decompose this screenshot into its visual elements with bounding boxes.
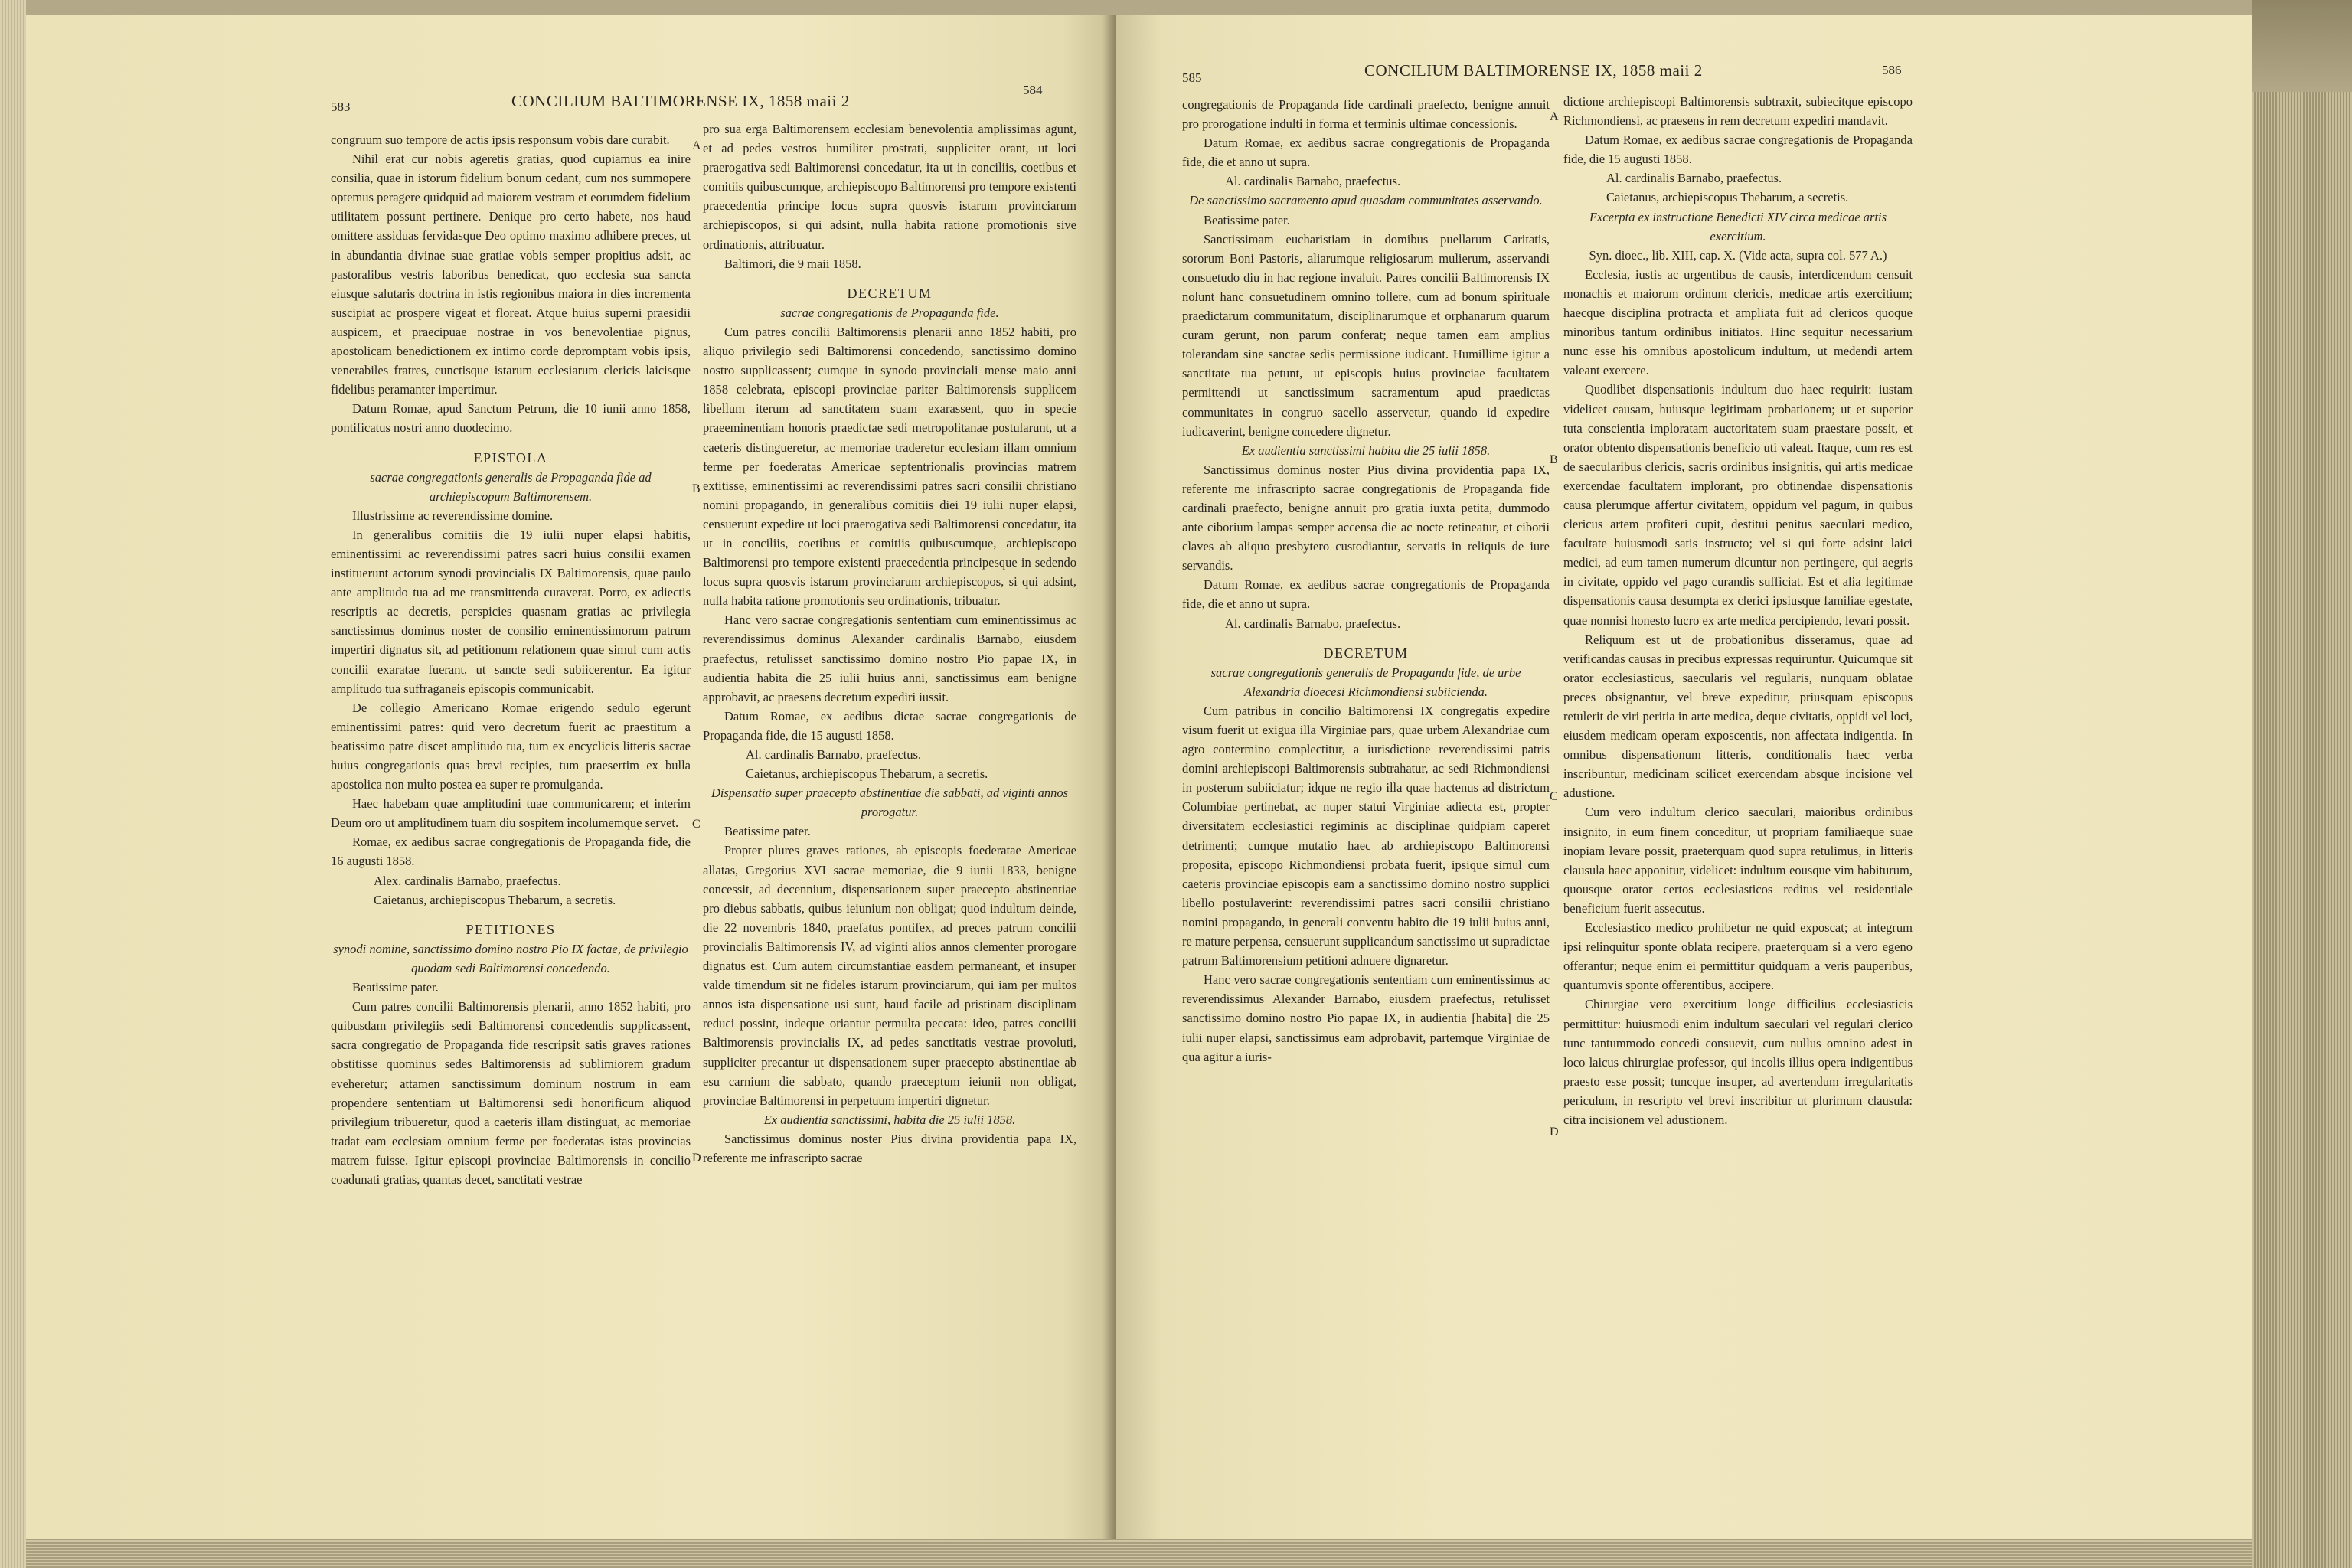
section-subtitle: Ex audientia sanctissimi habita die 25 iulii 1858. — [1241, 443, 1491, 458]
paragraph: Sanctissimam eucharistiam in domibus puellarum Caritatis, sororum Boni Pastoris, aliarumque religiosarum mulierum, asservandi consuetudo diu in hac regione invaluit. Patres concilii Baltimorensis IX nolunt hanc consuetudinem omnino tollere, cum ad bonum spirituale praedictarum communitatum, disciplinarumque et orphanarum quarum curam gerunt, non parum conferat; neque tamen eam amplius tolerandam sine sanctae sedis permissione iudicant. Humillime igitur a sanctitate tua petunt, ut episcopis huius provinciae facultatem permittendi ut sanctissimum sacramentum apud praedictas communitates in congruo sacello asservetur, quando id expedire iudicaverint, benigne concedere dignetur. — [1182, 231, 1550, 439]
signature-line: Al. cardinalis Barnabo, praefectus. — [746, 747, 922, 762]
margin-marker-c: C — [692, 818, 701, 831]
section-subtitle: Ex audientia sanctissimi, habita die 25 iulii 1858. — [763, 1112, 1016, 1127]
paragraph: Haec habebam quae amplitudini tuae communicarem; et interim Deum oro ut amplitudinem tuam diu sospitem incolumemque servet. — [331, 796, 691, 831]
paragraph: Syn. dioec., lib. XIII, cap. X. (Vide acta, supra col. 577 A.) — [1589, 247, 1887, 263]
paragraph: Sanctissimus dominus noster Pius divina providentia papa IX, referente me infrascripto sacrae congregationis de Propaganda fide cardinali praefecto, benigne annuit pro gratia iuxta petita, dummodo ante ciborium lampas semper accensa die ac nocte retineatur, et ciborii claves ab aliquo presbytero custodiantur, servatis in reliquis de iure servandis. — [1182, 462, 1550, 573]
paragraph: congregationis de Propaganda fide cardinali praefecto, benigne annuit pro prorogatione indulti in forma et terminis ultimae concessionis. — [1182, 97, 1550, 132]
margin-marker-c: C — [1550, 790, 1558, 803]
margin-marker-a: A — [692, 139, 701, 152]
signature-line: Caietanus, archiepiscopus Thebarum, a secretis. — [1606, 190, 1849, 205]
paragraph: Datum Romae, ex aedibus dictae sacrae congregationis de Propaganda fide, die 15 augusti 1858. — [703, 708, 1076, 743]
right-page-number: 586 — [1882, 63, 1902, 77]
section-subtitle: sacrae congregationis de Propaganda fide. — [780, 305, 999, 320]
margin-marker-d: D — [692, 1152, 701, 1165]
paragraph: Baltimori, die 9 maii 1858. — [724, 256, 861, 271]
paragraph: Quodlibet dispensationis indultum duo haec requirit: iustam videlicet causam, huiusque legitimam probationem; ut et superior tuta conscientia imploratam auctoritatem suam praestare possit, et orator obtento dispensationis beneficio uti valeat. Itaque, cum res est de saecularibus clericis, sacris ordinibus insignitis, qui artis medicae exercendae facultatem implorant, pro obtinendae dispensationis causa plerumque affertur civitatem, oppidum vel pagum, in quibus clericus artem profiteri cupit, destitui penitus saeculari medico, facultate huiusmodi satis instructo; vel si qui forte adsint laici medici, ad eum tamen numerum dicuntur non pertingere, qui aegris in civitate, oppido vel pago curandis sufficiat. Est et alia legitimae dispensationis causa desumpta ex clerici ipsiusque familiae egestate, quae nonnisi honesto lucro ex arte medica percipiendo, levari possit. — [1563, 382, 1913, 628]
paragraph: Cum vero indultum clerico saeculari, maioribus ordinibus insignito, in eum finem conceditur, ut propriam familiaeque suae inopiam levare possit, praeterquam quod supra retulimus, in litteris clausula haec apponitur, videlicet: indultum eousque vim habiturum, quousque orator certos ecclesiasticos reditus vel residentiale beneficium fuerit assecutus. — [1563, 805, 1913, 916]
margin-marker-a: A — [1550, 110, 1559, 123]
section-heading: EPISTOLA — [473, 449, 548, 466]
signature-line: Alex. cardinalis Barnabo, praefectus. — [374, 873, 561, 888]
book-edge-bottom — [26, 1537, 2252, 1568]
right-running-head: CONCILIUM BALTIMORENSE IX, 1858 maii 2 — [1364, 61, 1703, 80]
signature-line: Caietanus, archiepiscopus Thebarum, a secretis. — [374, 892, 616, 907]
paragraph: Nihil erat cur nobis ageretis gratias, quod cupiamus ea inire consilia, quae in istorum fidelium bonum cedant, cum nos summopere optemus peragere quidquid ad maiorem vestram et eorumdem fidelium utilitatem possunt pertinere. Denique pro certo habete, nos haud omittere assiduas fervidasque Deo optimo maximo adhibere preces, ut in abundantia divinae suae gratiae vobis semper propitius adsit, ac pastoralibus vestris laboribus benedicat, quo ecclesia sua sancta eiusque salutaris doctrina in istis regionibus maiora in dies incrementa suscipiat ac prospere vigeat et floreat. Atque huius superni praesidii auspicem, et praecipuae nostrae in vos benevolentiae pignus, apostolicam benedictionem ex intimo corde depromptam vobis ipsis, venerabiles fratres, cunctisque istarum ecclesiarum clericis laicisque fidelibus peramanter impertimur. — [331, 152, 691, 397]
paragraph: Datum Romae, ex aedibus sacrae congregationis de Propaganda fide, die et anno ut supra. — [1182, 136, 1550, 170]
right-column-a — [1182, 95, 1550, 1067]
section-heading: DECRETUM — [1323, 645, 1409, 661]
signature-line: Al. cardinalis Barnabo, praefectus. — [1606, 171, 1782, 186]
right-page — [1116, 15, 2252, 1539]
paragraph: Beatissime pater. — [1204, 212, 1290, 227]
paragraph: Beatissime pater. — [352, 980, 439, 995]
left-page — [26, 15, 1116, 1539]
margin-marker-b: B — [692, 482, 701, 495]
left-running-head: CONCILIUM BALTIMORENSE IX, 1858 maii 2 — [511, 92, 850, 110]
paragraph: De collegio Americano Romae erigendo sedulo egerunt eminentissimi patres: quid vero decretum fuerit ac praestitum a beatissimo patre discet amplitudo tua, tum ex encyclicis litteris sacrae huius congregationis quas brevi recipies, tum praesertim ex bulla apostolica non multo postea ea super re promulganda. — [331, 700, 691, 792]
section-heading: DECRETUM — [847, 285, 933, 301]
paragraph: Cum patres concilii Baltimorensis plenarii anno 1852 habiti, pro aliquo privilegio sedi Baltimorensi concedendo, sanctissimo domino nostro supplicassent; cumque in synodo provinciali mense maio anni 1858 celebrata, episcopi provinciae pariter Baltimorensis supplicem libellum iterum ad sanctitatem suam exarassent, quo in specie praeeminentiam honoris praedictae sedi metropolitanae postularunt, ut a caeteris distingueretur, ac memoriae traderetur ecclesiam illam omnium ferme per foederatas Americae septentrionalis provincias matrem extitisse, eminentissimi ac reverendissimi patres sacri consilii christiano nomini propagando, in generalibus comitiis diei 19 iulii nuper elapsi, censuerunt expedire ut loci praerogativa sedi Baltimorensi concedatur, ita ut in conciliis, coetibus et comitiis quibuscumque, archiepiscopo Baltimorensi pro tempore existenti praecedentia principesque in sedendo locus supra quosvis istarum provinciarum archiepiscopos, si qui adsint, nulla habita ratione promotionis seu ordinationis, tribuatur. — [703, 324, 1076, 609]
signature-line: Al. cardinalis Barnabo, praefectus. — [1225, 174, 1401, 189]
left-column-b — [703, 119, 1076, 1168]
book-edge-left — [0, 0, 26, 1568]
paragraph: congruum suo tempore de actis ipsis responsum vobis dare curabit. — [331, 132, 670, 147]
book-edge-shadow — [2252, 0, 2352, 92]
paragraph: Chirurgiae vero exercitium longe difficilius ecclesiasticis permittitur: huiusmodi enim indultum saeculari vel regulari clerico tunc tantummodo concedi consuevit, cum nullus omnino adest in loco laicus chirurgiae professor, qui incolis illius opera indigentibus praesto esse possit; tuncque insuper, ad avertendum irregularitatis periculum, in rescripto vel brevi inscribitur ut plurimum clausula: citra incisionem vel adustionem. — [1563, 997, 1913, 1127]
section-subtitle: synodi nomine, sanctissimo domino nostro Pio IX factae, de privilegio quodam sedi Baltimorensi concedendo. — [333, 941, 688, 975]
section-subtitle: sacrae congregationis generalis de Propaganda fide, de urbe Alexandria dioecesi Richmondiensi subiicienda. — [1210, 665, 1521, 699]
section-subtitle: De sanctissimo sacramento apud quasdam communitates asservando. — [1189, 193, 1543, 208]
paragraph: In generalibus comitiis die 19 iulii nuper elapsi habitis, eminentissimi ac reverendissimi patres sacri huius consilii examen instituerunt actorum synodi provincialis IX Baltimorensis, quae paulo ante amplitudo tua ad me transmittenda curaverat. Porro, ex adiectis rescriptis ac decretis, perspicies quasnam gratias ac privilegia sanctissimus dominus noster de consilio eminentissimorum patrum impertiri dignatus sit, ad petitionum relationem quae simul cum actis concilii exaratae fuerant, ut sancte sedi subiicerentur. Ea igitur amplitudo tua suffraganeis episcopis communicabit. — [331, 527, 691, 696]
paragraph: Hanc vero sacrae congregationis sententiam cum eminentissimus ac reverendissimus Alexander Barnabo, eiusdem praefectus, retulisset sanctissimo domino nostro Pio papae IX, in audientia [habita] die 25 iulii nuper elapsi, sanctissimus eam adprobavit, partemque Virginiae de qua agitur a iuris- — [1182, 972, 1550, 1064]
left-column-number: 584 — [1023, 83, 1043, 97]
signature-line: Al. cardinalis Barnabo, praefectus. — [1225, 616, 1401, 631]
paragraph: Datum Romae, ex aedibus sacrae congregationis de Propaganda fide, die 15 augusti 1858. — [1563, 132, 1913, 167]
section-subtitle: sacrae congregationis generalis de Propaganda fide ad archiepiscopum Baltimorensem. — [370, 469, 652, 504]
paragraph: dictione archiepiscopi Baltimorensis subtraxit, subiecitque episcopo Richmondiensi, ac praesens in rem decretum expediri mandavit. — [1563, 94, 1913, 129]
section-heading: PETITIONES — [466, 921, 556, 937]
left-column-a — [331, 130, 691, 1189]
margin-marker-b: B — [1550, 453, 1558, 466]
paragraph: Romae, ex aedibus sacrae congregationis de Propaganda fide, die 16 augusti 1858. — [331, 835, 691, 869]
paragraph: pro sua erga Baltimorensem ecclesiam benevolentia amplissimas agunt, et ad pedes vestros humiliter prostrati, suppliciter orant, ut loci praerogativa sedi Baltimorensi concedatur, ita ut in conciliis, coetibus et comitiis quibuscumque, archiepiscopo Baltimorensi pro tempore existenti praecedentia principe locus supra quosvis istarum provinciarum archiepiscopos, si qui adsint, nulla habita ratione promotionis sive ordinationis, attribuatur. — [703, 122, 1076, 252]
right-column-b — [1563, 92, 1913, 1129]
paragraph: Ecclesiastico medico prohibetur ne quid exposcat; at integrum ipsi relinquitur sponte oblata recipere, praeterquam si a vero egeno offerantur; neque enim ei permittitur quidquam a veris pauperibus, quantumvis sponte offerentibus, accipere. — [1563, 920, 1913, 993]
paragraph: Cum patribus in concilio Baltimorensi IX congregatis expedire visum fuerit ut exigua illa Virginiae pars, quae urbem Alexandriae cum agro contermino complectitur, a iurisdictione reverendissimi patris domini archiepiscopi Baltimorensis subtrahatur, ac sedi Richmondiensi in posterum subiiciatur; idque ne regio illa quae hactenus ad districtum Columbiae pertinebat, ac nuper statui Virginiae adiecta est, propter diversitatem ecclesiastici regiminis ac disciplinae quidpiam caperet detrimenti; cumque mutatio haec ab archiepiscopo Baltimorensi proposita, episcopo Richmondiensi probata fuerit, ipsique simul cum caeteris provinciae episcopis eam a sanctissimo domino nostro supplici libello postulaverint: reverendissimi patres sacri consilii christiano nomini propagando, in generali conventu habito die 19 iulii huius anni, re mature perpensa, censuerunt supplicandum sanctissimo ut supradictae patrum Baltimorensium petitioni adnuere dignaretur. — [1182, 703, 1550, 969]
right-column-number: 585 — [1182, 70, 1202, 85]
paragraph: Ecclesia, iustis ac urgentibus de causis, interdicendum censuit monachis et maiorum ordinum clericis, medicae artis exercitium; haecque disciplina protracta et ampliata fuit ad clericos quoque minoribus tantum ordinibus initiatos. Hinc sequitur necessarium nunc esse his omnibus apostolicum indultum, ut medendi artem valeant exercere. — [1563, 266, 1913, 378]
section-subtitle: Excerpta ex instructione Benedicti XIV circa medicae artis exercitium. — [1589, 209, 1887, 243]
paragraph: Hanc vero sacrae congregationis sententiam cum eminentissimus ac reverendissimus dominus Alexander cardinalis Barnabo, eiusdem praefectus, retulisset sanctissimo domino nostro Pio papae IX, in audientia habita die 25 iulii huius anni, sanctissimus eam benigne approbavit, ac praesens decretum expediri iussit. — [703, 612, 1076, 704]
paragraph: Beatissime pater. — [724, 824, 811, 839]
paragraph: Cum patres concilii Baltimorensis plenarii, anno 1852 habiti, pro quibusdam privilegiis sedi Baltimorensi concedendis supplicassent, sacra congregatio de Propaganda fide rescripsit satis graves rationes obstitisse quominus sedes Baltimorensis ad sublimiorem gradum eveheretur; attamen sanctissimum dominum nostrum in eam propendere sententiam ut Baltimorensi sedi honorificum aliquod privilegium tribueretur, quod a caeteris illam distinguat, ac memoriae tradat eam ecclesiam omnium ferme per foederatas istas provincias matrem fuisse. Igitur episcopi provinciae Baltimorensis in concilio coadunati gratias, quantas decet, sanctitati vestrae — [331, 999, 691, 1187]
paragraph: Datum Romae, apud Sanctum Petrum, die 10 iunii anno 1858, pontificatus nostri anno duodecimo. — [331, 401, 691, 436]
book-edge-right — [2252, 0, 2352, 1568]
paragraph: Datum Romae, ex aedibus sacrae congregationis de Propaganda fide, die et anno ut supra. — [1182, 577, 1550, 612]
section-subtitle: Dispensatio super praecepto abstinentiae die sabbati, ad viginti annos prorogatur. — [710, 786, 1069, 820]
paragraph: Sanctissimus dominus noster Pius divina providentia papa IX, referente me infrascripto sacrae — [703, 1131, 1076, 1165]
signature-line: Caietanus, archiepiscopus Thebarum, a secretis. — [746, 766, 988, 782]
margin-marker-d: D — [1550, 1125, 1559, 1138]
paragraph: Reliquum est ut de probationibus disseramus, quae ad verificandas causas in precibus expressas requiruntur. Quicumque sit orator ecclesiasticus, saecularis vel regularis, nunquam oblatae preces obsignantur, vel breve expeditur, priusquam episcopus retulerit de viri peritia in arte medica, deque civitatis, oppidi vel loci, eiusdem medicam operam exposcentis, non affectata indigentia. In omnibus dispensationum litteris, conditionalis haec verba inscribuntur, medicinam scilicet exercendam absque incisione vel adustione. — [1563, 632, 1913, 801]
left-page-number: 583 — [331, 100, 351, 114]
paragraph: Propter plures graves rationes, ab episcopis foederatae Americae allatas, Gregorius XVI sacrae memoriae, die 9 iunii 1833, benigne concessit, ad decennium, dispensationem super praecepto abstinentiae pro diebus sabbatis, quibus ieiunium non obligat; quod indultum deinde, die 22 novembris 1840, praefatus pontifex, ad preces patrum concilii provincialis Baltimorensis IV, ad viginti alios annos clementer prorogare dignatus est. Cum autem circumstantiae easdem permaneant, et insuper valde timendum sit ne fideles istarum provinciarum, qui iam per multos annos ista dispensatione usi sunt, haud facile ad pristinam disciplinam reduci possint, indeque oriantur permulta peccata: ideo, patres concilii Baltimorensis provincialis IX, ad pedes sanctitatis vestrae provoluti, suppliciter precantur ut dispensationem super praecepto abstinentiae ab esu carnium die sabbato, quando praeceptum ieiunii non obligat, provinciae Baltimorensi in perpetuum impertiri dignetur. — [703, 843, 1076, 1108]
paragraph: Illustrissime ac reverendissime domine. — [352, 508, 554, 523]
